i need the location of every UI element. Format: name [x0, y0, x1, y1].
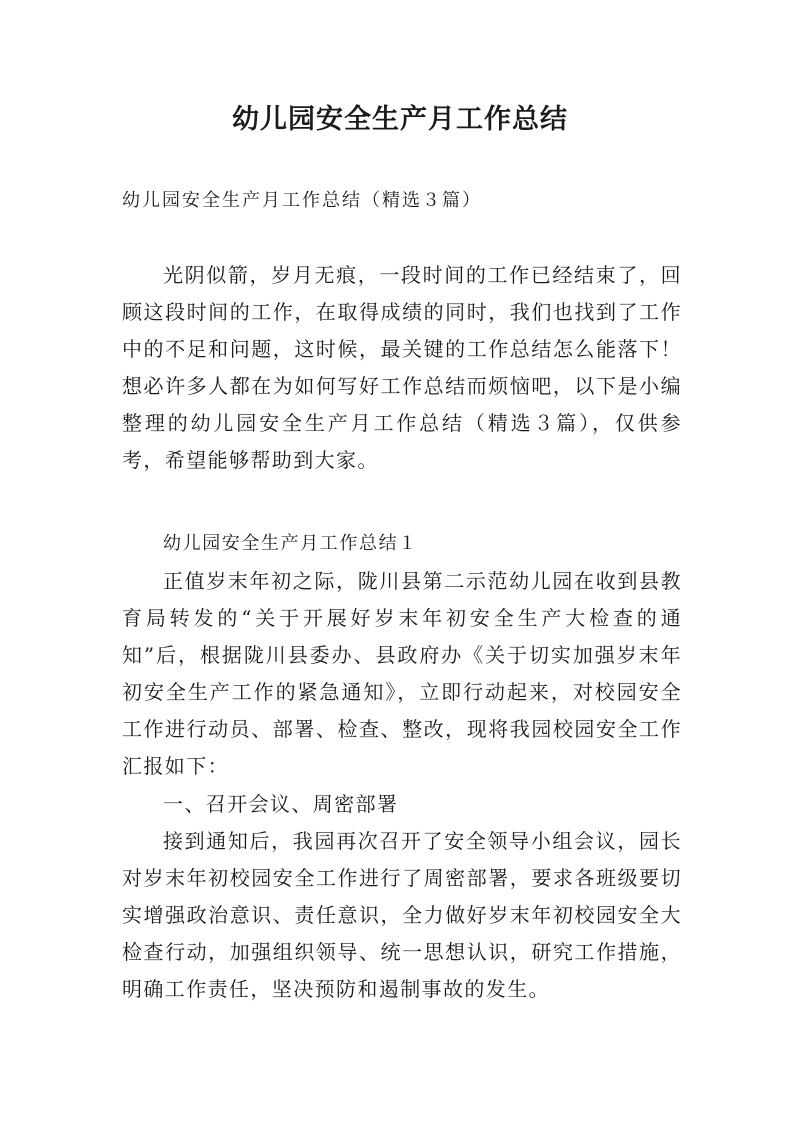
heading-1: 一、召开会议、周密部署: [163, 792, 399, 816]
document-subtitle: 幼儿园安全生产月工作总结（精选３篇）: [122, 190, 482, 211]
section-1-paragraph: 正值岁末年初之际，陇川县第二示范幼儿园在收到县教育局转发的“关于开展好岁末年初安全生产大检查的通知”后，根据陇川县委办、县政府办《关于切实加强岁末年初安全生产工作的紧急通知》，立即行动起来，对校园安全工作进行动员、部署、检查、整改，现将我园校园安全工作汇报如下：: [122, 569, 682, 778]
heading-1-paragraph: 接到通知后，我园再次召开了安全领导小组会议，园长对岁末年初校园安全工作进行了周密部署，要求各班级要切实增强政治意识、责任意识，全力做好岁末年初校园安全大检查行动，加强组织领导、统一思想认识，研究工作措施，明确工作责任，坚决预防和遏制事故的发生。: [122, 829, 682, 1001]
document-title: 幼儿园安全生产月工作总结: [232, 104, 568, 135]
intro-paragraph: 光阴似箭，岁月无痕，一段时间的工作已经结束了，回顾这段时间的工作，在取得成绩的同时，我们也找到了工作中的不足和问题，这时候，最关键的工作总结怎么能落下！想必许多人都在为如何写好工作总结而烦恼吧，以下是小编整理的幼儿园安全生产月工作总结（精选３篇），仅供参考，希望能够帮助到大家。: [122, 263, 682, 472]
section-1-title: 幼儿园安全生产月工作总结１: [163, 533, 418, 554]
